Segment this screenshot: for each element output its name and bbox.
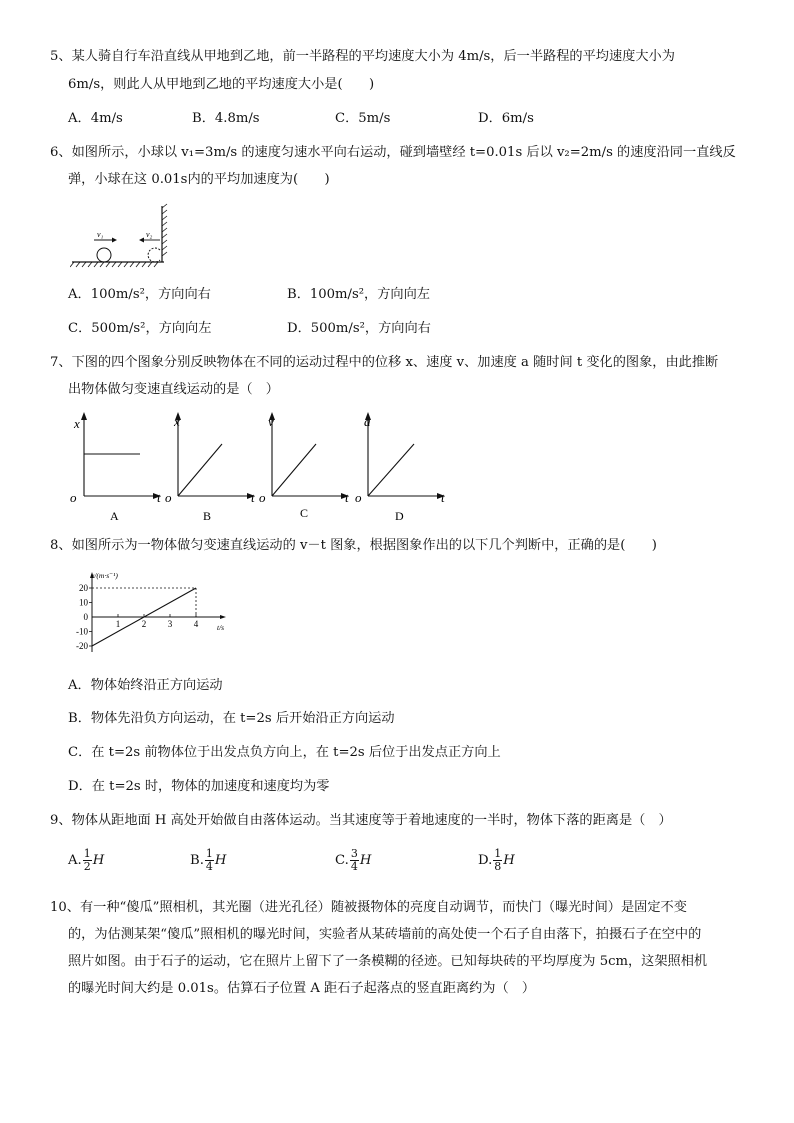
vt-xlabel: t/s: [217, 623, 225, 632]
q9-option-d[interactable]: [478, 846, 515, 876]
graph-c-origin: o: [259, 490, 266, 505]
q9-option-c-num: 3: [350, 847, 358, 860]
q9-option-a-num: 1: [83, 847, 91, 860]
q5-option-c[interactable]: C．5m/s: [335, 111, 391, 126]
q6-option-c[interactable]: C．500m/s²，方向向左: [68, 321, 212, 336]
q9-option-b-num: 1: [205, 847, 213, 860]
q9-option-d-suffix: H: [503, 853, 515, 868]
q9-option-d-num: 1: [494, 847, 502, 860]
v1-label: v₁: [97, 230, 104, 239]
q6-option-a[interactable]: A．100m/s²，方向向右: [68, 287, 211, 302]
q9-stem-line1: 9、物体从距地面 H 高处开始做自由落体运动。当其速度等于着地速度的一半时，物体下落的距离是（ ）: [50, 813, 672, 828]
q9-option-a-prefix: A.: [68, 853, 82, 868]
vt-ytick-label: -20: [76, 641, 88, 651]
q9-option-b[interactable]: [190, 846, 226, 876]
q10-stem-line3: 照片如图。由于石子的运动，它在照片上留下了一条模糊的径迹。已知每块砖的平均厚度为 5cm，这架照相机: [68, 954, 708, 969]
q9-option-d-prefix: D.: [478, 853, 493, 868]
graph-a-caption: A: [110, 509, 119, 523]
graph-c-caption: C: [300, 506, 309, 520]
graph-b-caption: B: [203, 509, 212, 523]
graph-d-caption: D: [395, 509, 404, 523]
vt-ytick-label: 20: [79, 583, 88, 593]
q8-stem-line1: 8、如图所示为一物体做匀变速直线运动的 v－t 图象，根据图象作出的以下几个判断中，正确的是( ): [50, 538, 657, 553]
q8-option-a[interactable]: A．物体始终沿正方向运动: [68, 678, 223, 693]
q9-option-a-suffix: H: [92, 853, 105, 868]
q7-graphs: [60, 408, 460, 524]
q9-option-c-den: 4: [350, 860, 358, 873]
graph-b-ylabel: x: [174, 414, 180, 429]
graph-a-origin: o: [70, 490, 77, 505]
q9-option-b-prefix: B.: [190, 853, 204, 868]
q8-option-c[interactable]: C．在 t=2s 前物体位于出发点负方向上，在 t=2s 后位于出发点正方向上: [68, 745, 501, 760]
q8-option-d[interactable]: D．在 t=2s 时，物体的加速度和速度均为零: [68, 779, 330, 794]
graph-c[interactable]: [259, 412, 349, 520]
q5-option-a[interactable]: A．4m/s: [68, 111, 123, 126]
q9-option-b-den: 4: [205, 860, 213, 873]
ball-after-icon: [148, 248, 160, 262]
q6-stem-line1: 6、如图所示，小球以 v₁=3m/s 的速度匀速水平向右运动，碰到墙壁经 t=0.01s 后以 v₂=2m/s 的速度沿同一直线反: [50, 145, 736, 160]
vt-ytick-label: -10: [76, 626, 88, 637]
q9-option-c-prefix: C.: [335, 853, 349, 868]
q9-option-d-den: 8: [494, 860, 502, 873]
graph-b-origin: o: [165, 490, 172, 505]
q9-option-c-fraction: [350, 848, 359, 873]
q10-stem-line1: 10、有一种“傻瓜”照相机，其光圈（进光孔径）随被摄物体的亮度自动调节，而快门（曝光时间）是固定不变: [50, 900, 687, 915]
v2-label: v₂: [146, 230, 153, 239]
vt-xtick-label: 4: [193, 619, 199, 629]
q9-option-d-fraction: [493, 848, 502, 873]
q9-option-a[interactable]: [68, 846, 104, 876]
q7-stem-line1: 7、下图的四个图象分别反映物体在不同的运动过程中的位移 x、速度 v、加速度 a 随时间 t 变化的图象，由此推断: [50, 355, 719, 370]
q5-option-d[interactable]: D．6m/s: [478, 111, 534, 126]
ball-before-icon: [97, 248, 111, 262]
q6-stem-line2: 弹，小球在这 0.01s内的平均加速度为( ): [68, 172, 330, 187]
graph-c-xlabel: t: [345, 490, 349, 505]
q9-option-b-suffix: H: [214, 853, 227, 868]
vt-xtick-label: 2: [141, 619, 147, 629]
q5-option-b[interactable]: B．4.8m/s: [192, 111, 260, 126]
q5-stem-line2: 6m/s，则此人从甲地到乙地的平均速度大小是( ): [68, 77, 375, 92]
q9-option-b-fraction: [205, 848, 214, 873]
graph-d-xlabel: t: [441, 490, 445, 505]
graph-d[interactable]: [355, 412, 445, 523]
graph-a-ylabel: x: [74, 416, 80, 431]
graph-d-ylabel: a: [364, 414, 371, 429]
q10-stem-line2: 的，为估测某架“傻瓜”照相机的曝光时间，实验者从某砖墙前的高处使一个石子自由落下，拍摄石子在空中的: [68, 927, 702, 942]
graph-a[interactable]: [70, 412, 161, 523]
q8-vt-chart: [62, 564, 242, 660]
vt-ylabel: v/(m·s⁻¹): [91, 571, 118, 580]
graph-c-ylabel: v: [268, 414, 274, 429]
q5-stem-line1: 5、某人骑自行车沿直线从甲地到乙地，前一半路程的平均速度大小为 4m/s，后一半路程的平均速度大小为: [50, 49, 675, 64]
q6-option-b[interactable]: B．100m/s²，方向向左: [287, 287, 430, 302]
q9-option-a-den: 2: [83, 860, 91, 873]
q9-option-a-fraction: [83, 848, 92, 873]
q9-option-c-suffix: H: [359, 853, 372, 868]
graph-a-xlabel: t: [157, 490, 161, 505]
q9-option-c[interactable]: [335, 846, 371, 876]
q6-ball-wall-figure: [70, 200, 170, 270]
q7-stem-line2: 出物体做匀变速直线运动的是（ ）: [68, 382, 279, 397]
vt-xtick-label: 1: [115, 619, 121, 629]
q10-stem-line4: 的曝光时间大约是 0.01s。估算石子位置 A 距石子起落点的竖直距离约为（ ）: [68, 981, 536, 996]
q6-option-d[interactable]: D．500m/s²，方向向右: [287, 321, 431, 336]
graph-b-xlabel: t: [251, 490, 255, 505]
vt-ytick-label: 10: [79, 597, 88, 608]
graph-b[interactable]: [165, 412, 255, 523]
graph-d-origin: o: [355, 490, 362, 505]
q8-option-b[interactable]: B．物体先沿负方向运动，在 t=2s 后开始沿正方向运动: [68, 711, 395, 726]
vt-xtick-label: 3: [167, 619, 173, 629]
vt-ytick-label: 0: [83, 612, 88, 622]
